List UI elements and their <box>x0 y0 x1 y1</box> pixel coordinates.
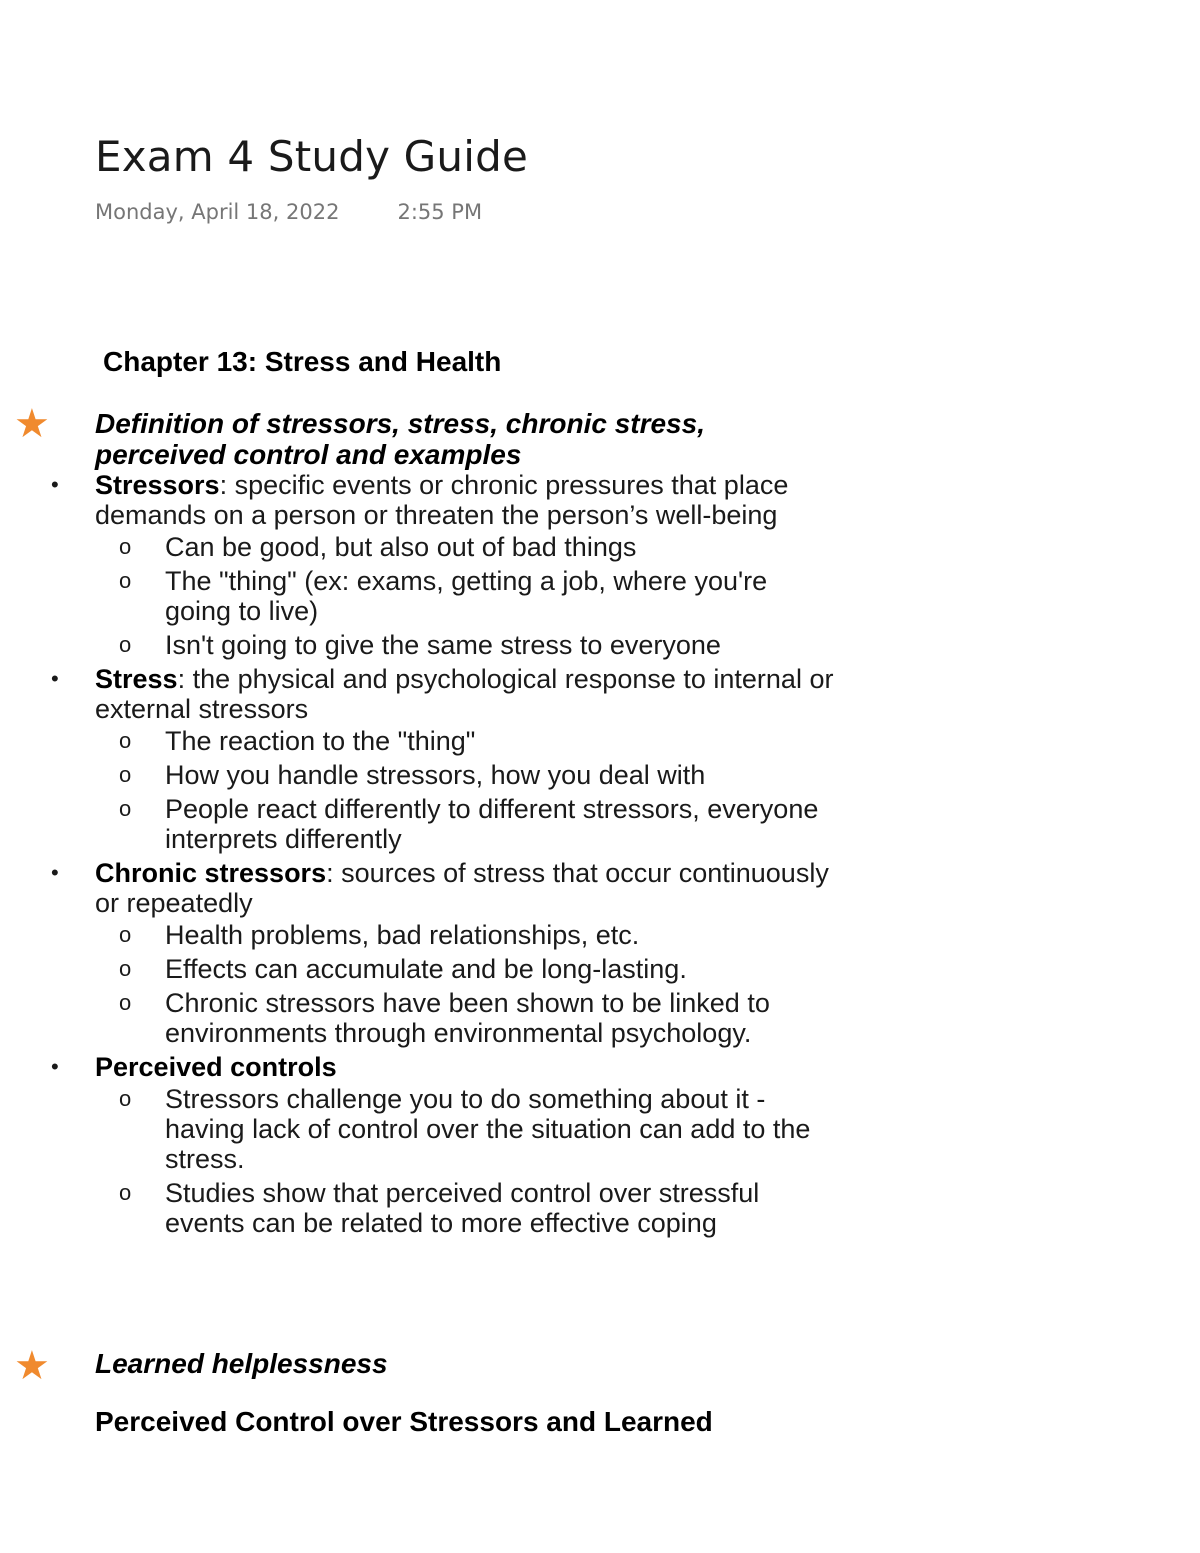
sub-item: o Studies show that perceived control over stressful events can be related to more effective coping <box>119 1178 760 1238</box>
circle-bullet-icon: o <box>119 728 132 753</box>
term: Perceived controls <box>95 1052 337 1082</box>
term: Stressors <box>95 470 220 500</box>
circle-bullet-icon: o <box>119 796 132 821</box>
sub-item: o Can be good, but also out of bad things <box>119 532 637 562</box>
sub-item: o The "thing" (ex: exams, getting a job, where you're going to live) <box>119 566 768 626</box>
sub-list <box>95 726 835 854</box>
bullet-icon: • <box>51 860 59 885</box>
circle-bullet-icon: o <box>119 990 132 1015</box>
sub-item: o Effects can accumulate and be long-lasting. <box>119 954 687 984</box>
circle-bullet-icon: o <box>119 568 132 593</box>
star-icon: ★ <box>14 1344 50 1388</box>
definition: : sources of stress that occur continuously or repeatedly <box>95 858 829 918</box>
page-title: Exam 4 Study Guide <box>95 132 529 181</box>
sub-item: o Stressors challenge you to do something about it - having lack of control over the situation can add to the stress. <box>119 1084 811 1174</box>
definition: : the physical and psychological response to internal or external stressors <box>95 664 834 724</box>
list-item <box>51 664 835 854</box>
sub-item: o Health problems, bad relationships, etc. <box>119 920 640 950</box>
bullet-icon: • <box>51 1054 59 1079</box>
section-subheading: Perceived Control over Stressors and Learned <box>95 1406 713 1437</box>
list-item <box>51 470 835 660</box>
sub-item: o People react differently to different stressors, everyone interprets differently <box>119 794 819 854</box>
list-item <box>51 858 835 1048</box>
sub-item: o The reaction to the "thing" <box>119 726 476 756</box>
chapter-heading: Chapter 13: Stress and Health <box>103 346 502 377</box>
sub-list <box>95 1084 835 1238</box>
sub-item: o Chronic stressors have been shown to be linked to environments through environmental psychology. <box>119 988 770 1048</box>
note-timestamp <box>95 200 482 224</box>
bullet-icon: • <box>51 472 59 497</box>
circle-bullet-icon: o <box>119 922 132 947</box>
circle-bullet-icon: o <box>119 956 132 981</box>
term: Chronic stressors <box>95 858 327 888</box>
definition: : specific events or chronic pressures that place demands on a person or threaten the person’s well-being <box>95 470 789 530</box>
note-date: Monday, April 18, 2022 <box>95 200 340 224</box>
topic-heading: Definition of stressors, stress, chronic stress, perceived control and examples <box>95 408 705 470</box>
circle-bullet-icon: o <box>119 762 132 787</box>
note-time: 2:55 PM <box>397 200 483 224</box>
circle-bullet-icon: o <box>119 534 132 559</box>
list-item <box>51 1052 835 1238</box>
circle-bullet-icon: o <box>119 632 132 657</box>
definitions-list <box>51 470 835 1242</box>
term: Stress <box>95 664 178 694</box>
circle-bullet-icon: o <box>119 1086 132 1111</box>
star-icon: ★ <box>14 402 50 446</box>
sub-list <box>95 532 835 660</box>
sub-list <box>95 920 835 1048</box>
sub-item: o Isn't going to give the same stress to everyone <box>119 630 721 660</box>
topic-heading: Learned helplessness <box>95 1348 388 1379</box>
bullet-icon: • <box>51 666 59 691</box>
circle-bullet-icon: o <box>119 1180 132 1205</box>
sub-item: o How you handle stressors, how you deal with <box>119 760 706 790</box>
